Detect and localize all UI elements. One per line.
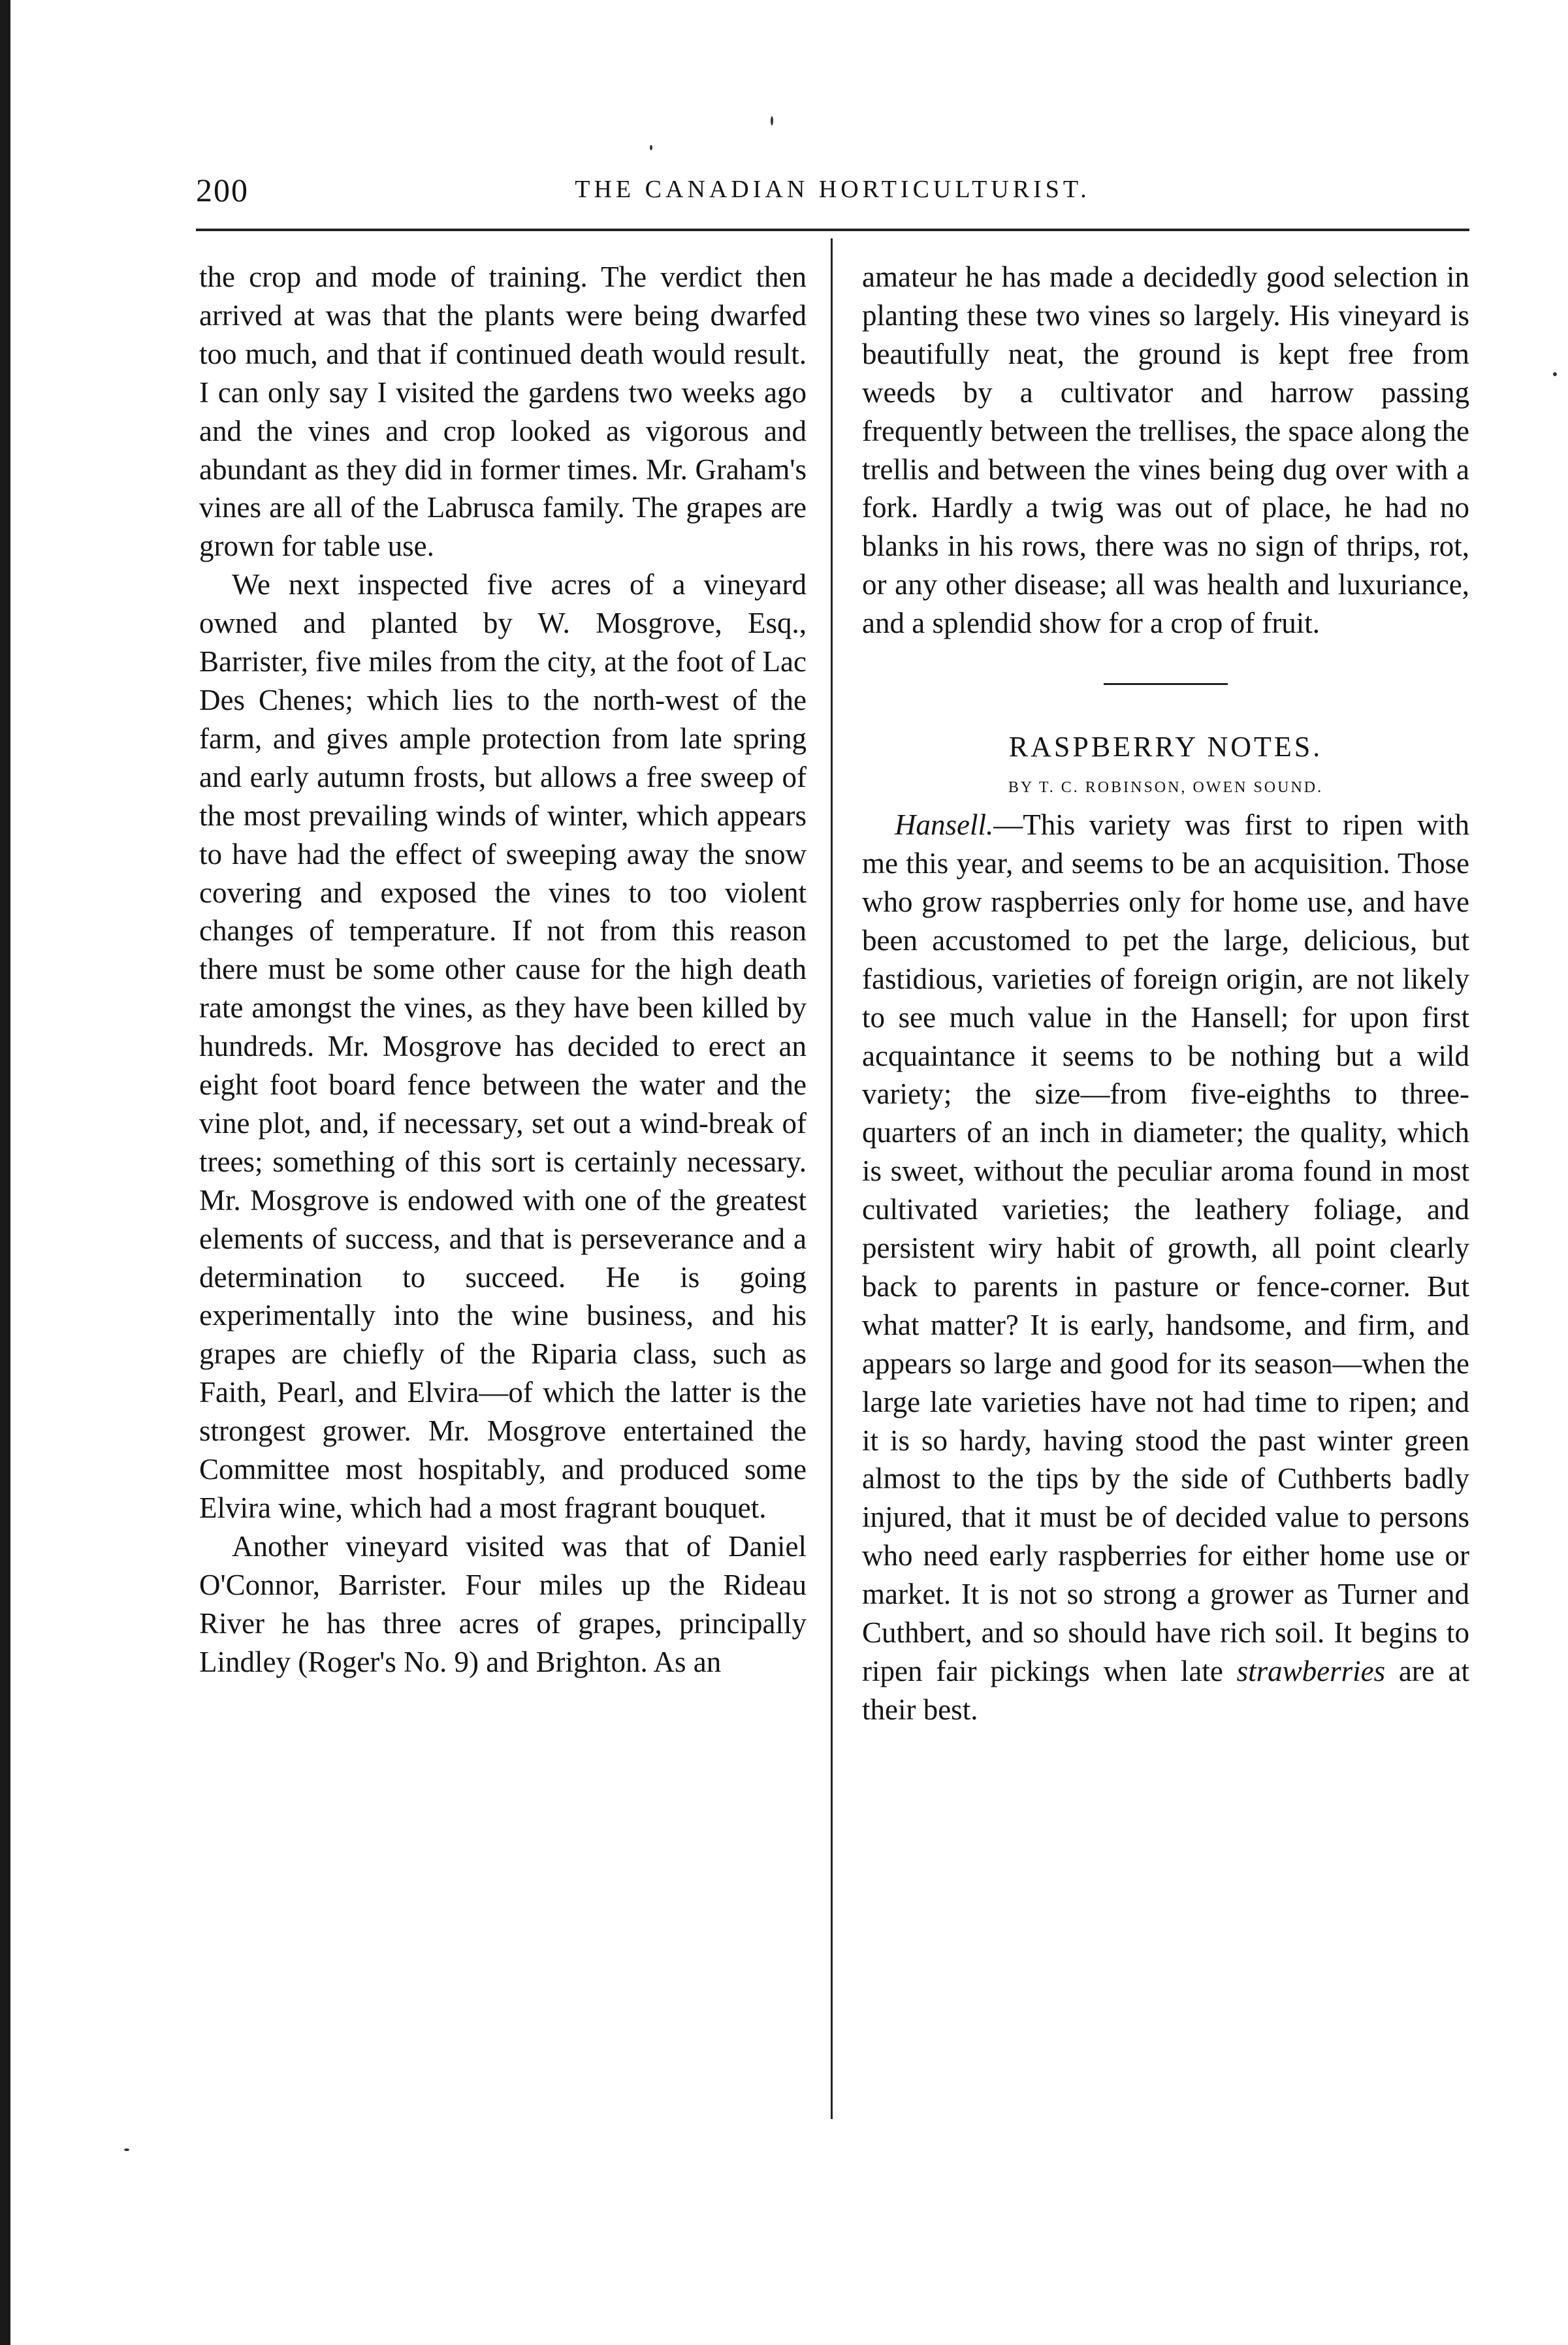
hansell-end: are at their best. [862,1655,1469,1726]
left-paragraph-2: We next inspected five acres of a vineyard owned and planted by W. Mosgrove, Esq., Barrister, five miles from the city, at the foot of Lac Des Chenes; which lies to the north-west of the farm, and gives ample protection from late spring and early autumn frosts, but allows a free sweep of the most prevailing winds of winter, which appears to have had the effect of sweeping away the snow covering and exposed the vines to too violent changes of temperature. If not from this reason there must be some other cause for the high death rate amongst the vines, as they have been killed by hundreds. Mr. Mosgrove has decided to erect an eight foot board fence between the water and the vine plot, and, if necessary, set out a wind-break of trees; something of this sort is certainly necessary. Mr. Mosgrove is endowed with one of the greatest elements of success, and that is perseverance and a determination to succeed. He is going experimentally into the wine business, and his grapes are chiefly of the Riparia class, such as Faith, Pearl, and Elvira—of which the latter is the strongest grower. Mr. Mosgrove entertained the Committee most hospitably, and produced some Elvira wine, which had a most fragrant bouquet. [199,568,807,1524]
hansell-dash: — [993,808,1023,842]
left-paragraph-3: Another vineyard visited was that of Daniel O'Connor, Barrister. Four miles up the Rideau River he has three acres of grapes, principally Lindley (Roger's No. 9) and Brighton. As an [199,1529,807,1678]
section-divider [1104,683,1228,685]
left-column [199,258,807,1682]
hansell-paragraph [862,806,1469,1729]
byline: BY T. C. ROBINSON, OWEN SOUND. [1008,779,1324,797]
speck-mark [771,116,773,125]
running-head: THE CANADIAN HORTICULTURIST. [575,176,1091,203]
page-header [196,171,1469,217]
strawberries-word: strawberries [1236,1655,1386,1687]
column-rule [831,238,833,2119]
page-number: 200 [196,172,249,208]
left-paragraph-1: the crop and mode of training. The verdict then arrived at was that the plants were being dwarfed too much, and that if continued death would result. I can only say I visited the gardens two weeks ago and the vines and crop looked as vigorous and abundant as they did in former times. Mr. Graham's vines are all of the Labrusca family. The grapes are grown for table use. [199,261,807,563]
speck-mark [1553,372,1557,376]
header-rule [196,229,1469,231]
section-title: RASPBERRY NOTES. [1008,731,1323,763]
scan-edge [0,0,10,2345]
speck-mark [650,145,652,150]
right-column [862,258,1469,1729]
hansell-label: Hansell. [895,808,994,842]
speck-mark [124,2148,129,2151]
hansell-text: This variety was first to ripen with me this year, and seems to be an acquisition. Those who grow raspberries only for home use, and have been accustomed to pet the large, delicious, but fastidious, varieties of foreign origin, are not likely to see much value in the Hansell; for upon first acquaintance it seems to be nothing but a wild variety; the size—from five-eighths to three-quarters of an inch in diameter; the quality, which is sweet, without the peculiar aroma found in most cultivated varieties; the leathery foliage, and persistent wiry habit of growth, all point clearly back to parents in pasture or fence-corner. But what matter? It is early, handsome, and firm, and appears so large and good for its season—when the large late varieties have not had time to ripen; and it is so hardy, having stood the past winter green almost to the tips by the side of Cuthberts badly injured, that it must be of decided value to persons who need early raspberries for either home use or market. It is not so strong a grower as Turner and Cuthbert, and so should have rich soil. It begins to ripen fair pickings when late [862,808,1469,1687]
right-paragraph-1: amateur he has made a decidedly good selection in planting these two vines so largely. His vineyard is beautifully neat, the ground is kept free from weeds by a cultivator and harrow passing frequently between the trellises, the space along the trellis and between the vines being dug over with a fork. Hardly a twig was out of place, he had no blanks in his rows, there was no sign of thrips, rot, or any other disease; all was health and luxuriance, and a splendid show for a crop of fruit. [862,261,1469,640]
